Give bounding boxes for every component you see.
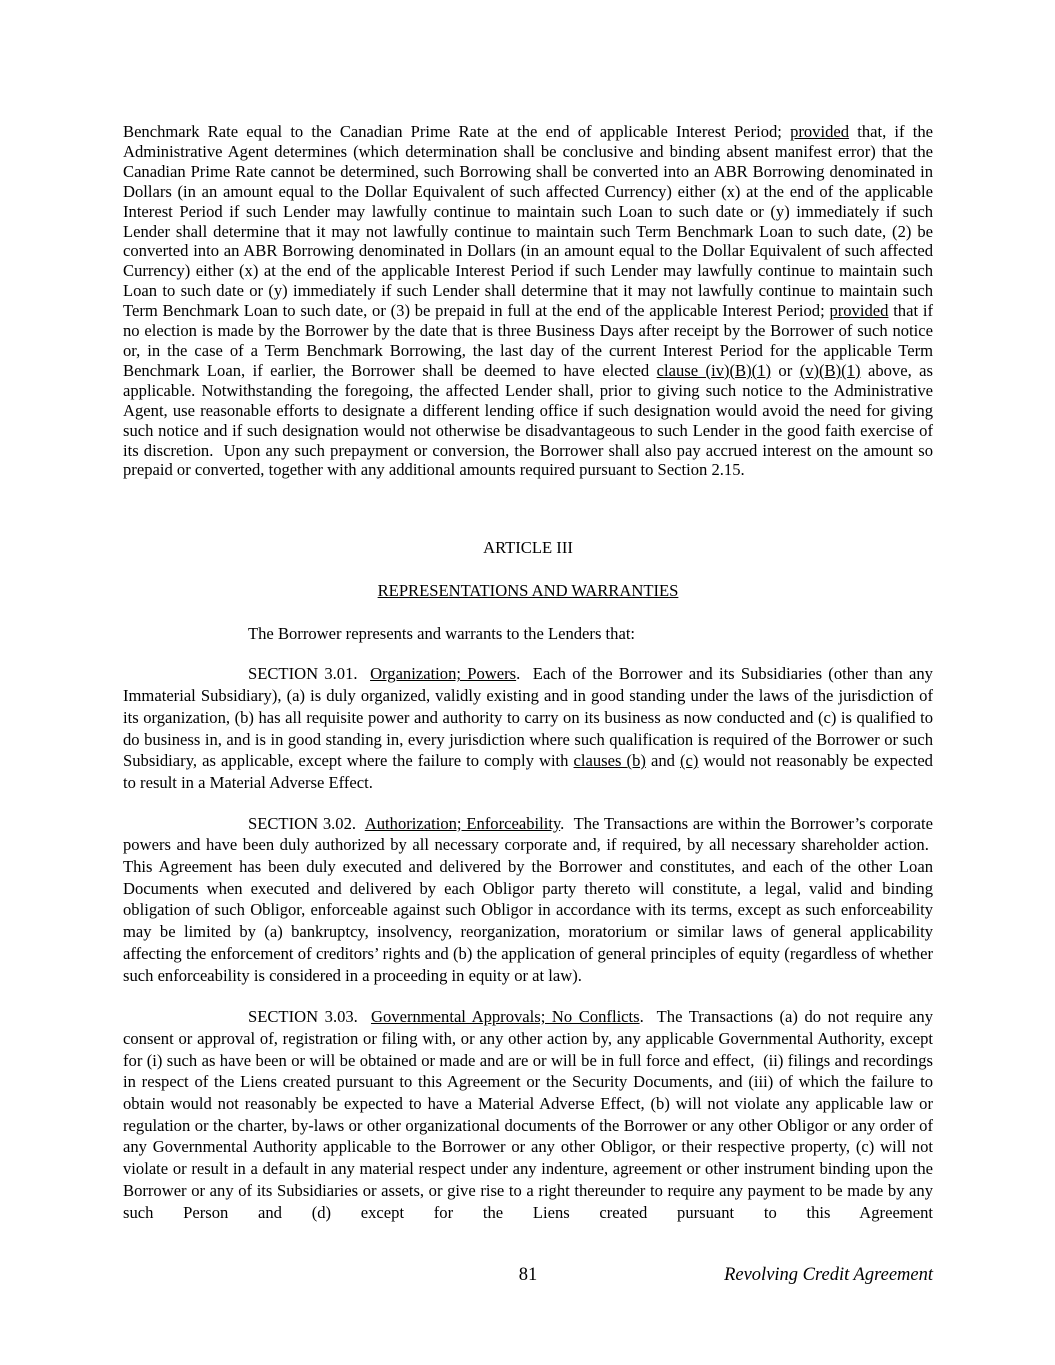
intro-paragraph: The Borrower represents and warrants to the Lenders that: <box>248 623 636 643</box>
text-run: . The Transactions are within the Borrower’s corporate powers and have been duly authorized by all necessary corporate and, if required, by all necessary shareholder action. This Agreement has been duly executed and delivered by the Borrower and constitutes, and each of the other Loan Documents when executed and delivered by each Obligor party thereto will constitute, a legal, valid and binding obligation of such Obligor, enforceable against such Obligor in accordance with its terms, except as such enforceability may be limited by (a) bankruptcy, insolvency, reorganization, moratorium or similar laws of general applicability affecting the enforcement of creditors’ rights and (b) the application of general principles of equity (regardless of whether such enforceability is considered in a proceeding in equity or at law). <box>123 813 934 985</box>
text-run: SECTION 3.01. <box>248 664 371 684</box>
text-run: above, as applicable. Notwithstanding the foregoing, the affected Lender shall, prior to giving such notice to the Administrative Agent, use reasonable efforts to designate a different lending office if such designation would avoid the need for giving such notice and if such designation would not otherwise be disadvantageous to such Lender in the good faith exercise of its discretion. Upon any such prepayment or conversion, the Borrower shall also pay accrued interest on the amount so prepaid or converted, together with any additional amounts required pursuant to Section 2.15. <box>123 360 933 480</box>
underlined-phrase: provided <box>790 122 850 141</box>
text-run: SECTION 3.03. <box>248 1007 371 1027</box>
underlined-phrase: Governmental Approvals; No Conflicts <box>371 1007 640 1027</box>
section-3-03-governmental-approvals-no-conflicts <box>123 1006 933 1223</box>
underlined-phrase: clauses (b) <box>573 751 646 771</box>
text-run: that, if the Administrative Agent determines (which determination shall be conclusive and binding absent manifest error) that the Canadian Prime Rate cannot be determined, such Borrowing shall be converted into an ABR Borrowing denominated in Dollars (in an amount equal to the Dollar Equivalent of such affected Currency) either (x) at the end of the applicable Interest Period if such Lender may lawfully continue to maintain such Loan to such date or (y) immediately if such Lender shall determine that it may not lawfully continue to maintain such Term Benchmark Loan to such date, (2) be converted into an ABR Borrowing denominated in Dollars (in an amount equal to the Dollar Equivalent of such affected Currency) either (x) at the end of the applicable Interest Period if such Lender may lawfully continue to maintain such Loan to such date or (y) immediately if such Lender shall determine that it may not lawfully continue to maintain such Term Benchmark Loan to such date, or (3) be prepaid in full at the end of the applicable Interest Period; <box>123 122 933 321</box>
article-subheading: REPRESENTATIONS AND WARRANTIES <box>377 581 679 601</box>
running-title: Revolving Credit Agreement <box>724 1265 933 1285</box>
underlined-phrase: provided <box>829 301 889 321</box>
text-run: that if no election is made by the Borrower by the date that is three Business Days after receipt by the Borrower of such notice or, in the case of a Term Benchmark Borrowing, the last day of the current Interest Period for the applicable Term Benchmark Loan, if earlier, the Borrower shall be deemed to have elected <box>123 301 933 380</box>
paragraph-benchmark-rate-continuation <box>123 122 933 480</box>
page-number: 81 <box>518 1265 538 1285</box>
section-3-01-organization-powers <box>123 663 933 793</box>
text-run: . Each of the Borrower and its Subsidiaries (other than any Immaterial Subsidiary), (a) is duly organized, validly existing and in good standing under the laws of the jurisdiction of its organization, (b) has all requisite power and authority to carry on its business as now conducted and (c) is qualified to do business in, and is in good standing in, every jurisdiction where such qualification is required of the Borrower or such Subsidiary, as applicable, except where the failure to comply with <box>123 664 933 771</box>
text-run: or <box>770 360 800 380</box>
text-run: would not reasonably be expected to result in a Material Adverse Effect. <box>123 751 933 792</box>
page-footer <box>123 1262 933 1288</box>
text-run: SECTION 3.02. <box>248 813 365 833</box>
underlined-phrase: clause (iv)(B)(1) <box>656 360 771 380</box>
section-3-02-authorization-enforceability <box>123 813 933 987</box>
underlined-phrase: Organization; Powers <box>370 664 517 684</box>
document-content <box>123 122 933 1223</box>
underlined-phrase: Authorization; Enforceability <box>364 813 561 833</box>
underlined-phrase: (c) <box>680 751 699 771</box>
underlined-phrase: (v)(B)(1) <box>799 360 861 380</box>
article-heading: ARTICLE III <box>483 538 573 558</box>
text-run: Benchmark Rate equal to the Canadian Prime Rate at the end of applicable Interest Period; <box>123 122 791 141</box>
text-run: and <box>645 751 680 771</box>
text-run: . The Transactions (a) do not require any consent or approval of, registration or filing with, or any other action by, any applicable Governmental Authority, except for (i) such as have been or will be obtained or made and are or will be in full force and effect, (ii) filings and recordings in respect of the Liens created pursuant to this Agreement or the Security Documents, and (iii) of which the failure to obtain would not reasonably be expected to have a Material Adverse Effect, (b) will not violate any applicable law or regulation or the charter, by-laws or other organizational documents of the Borrower or any other Obligor or any order of any Governmental Authority applicable to the Borrower or any other Obligor, or their respective property, (c) will not violate or result in a default in any material respect under any indenture, agreement or other instrument binding upon the Borrower or any of its Subsidiaries or assets, or give rise to a right thereunder to require any payment to be made by any such Person and (d) except for the Liens created pursuant to this Agreement <box>123 1007 933 1222</box>
